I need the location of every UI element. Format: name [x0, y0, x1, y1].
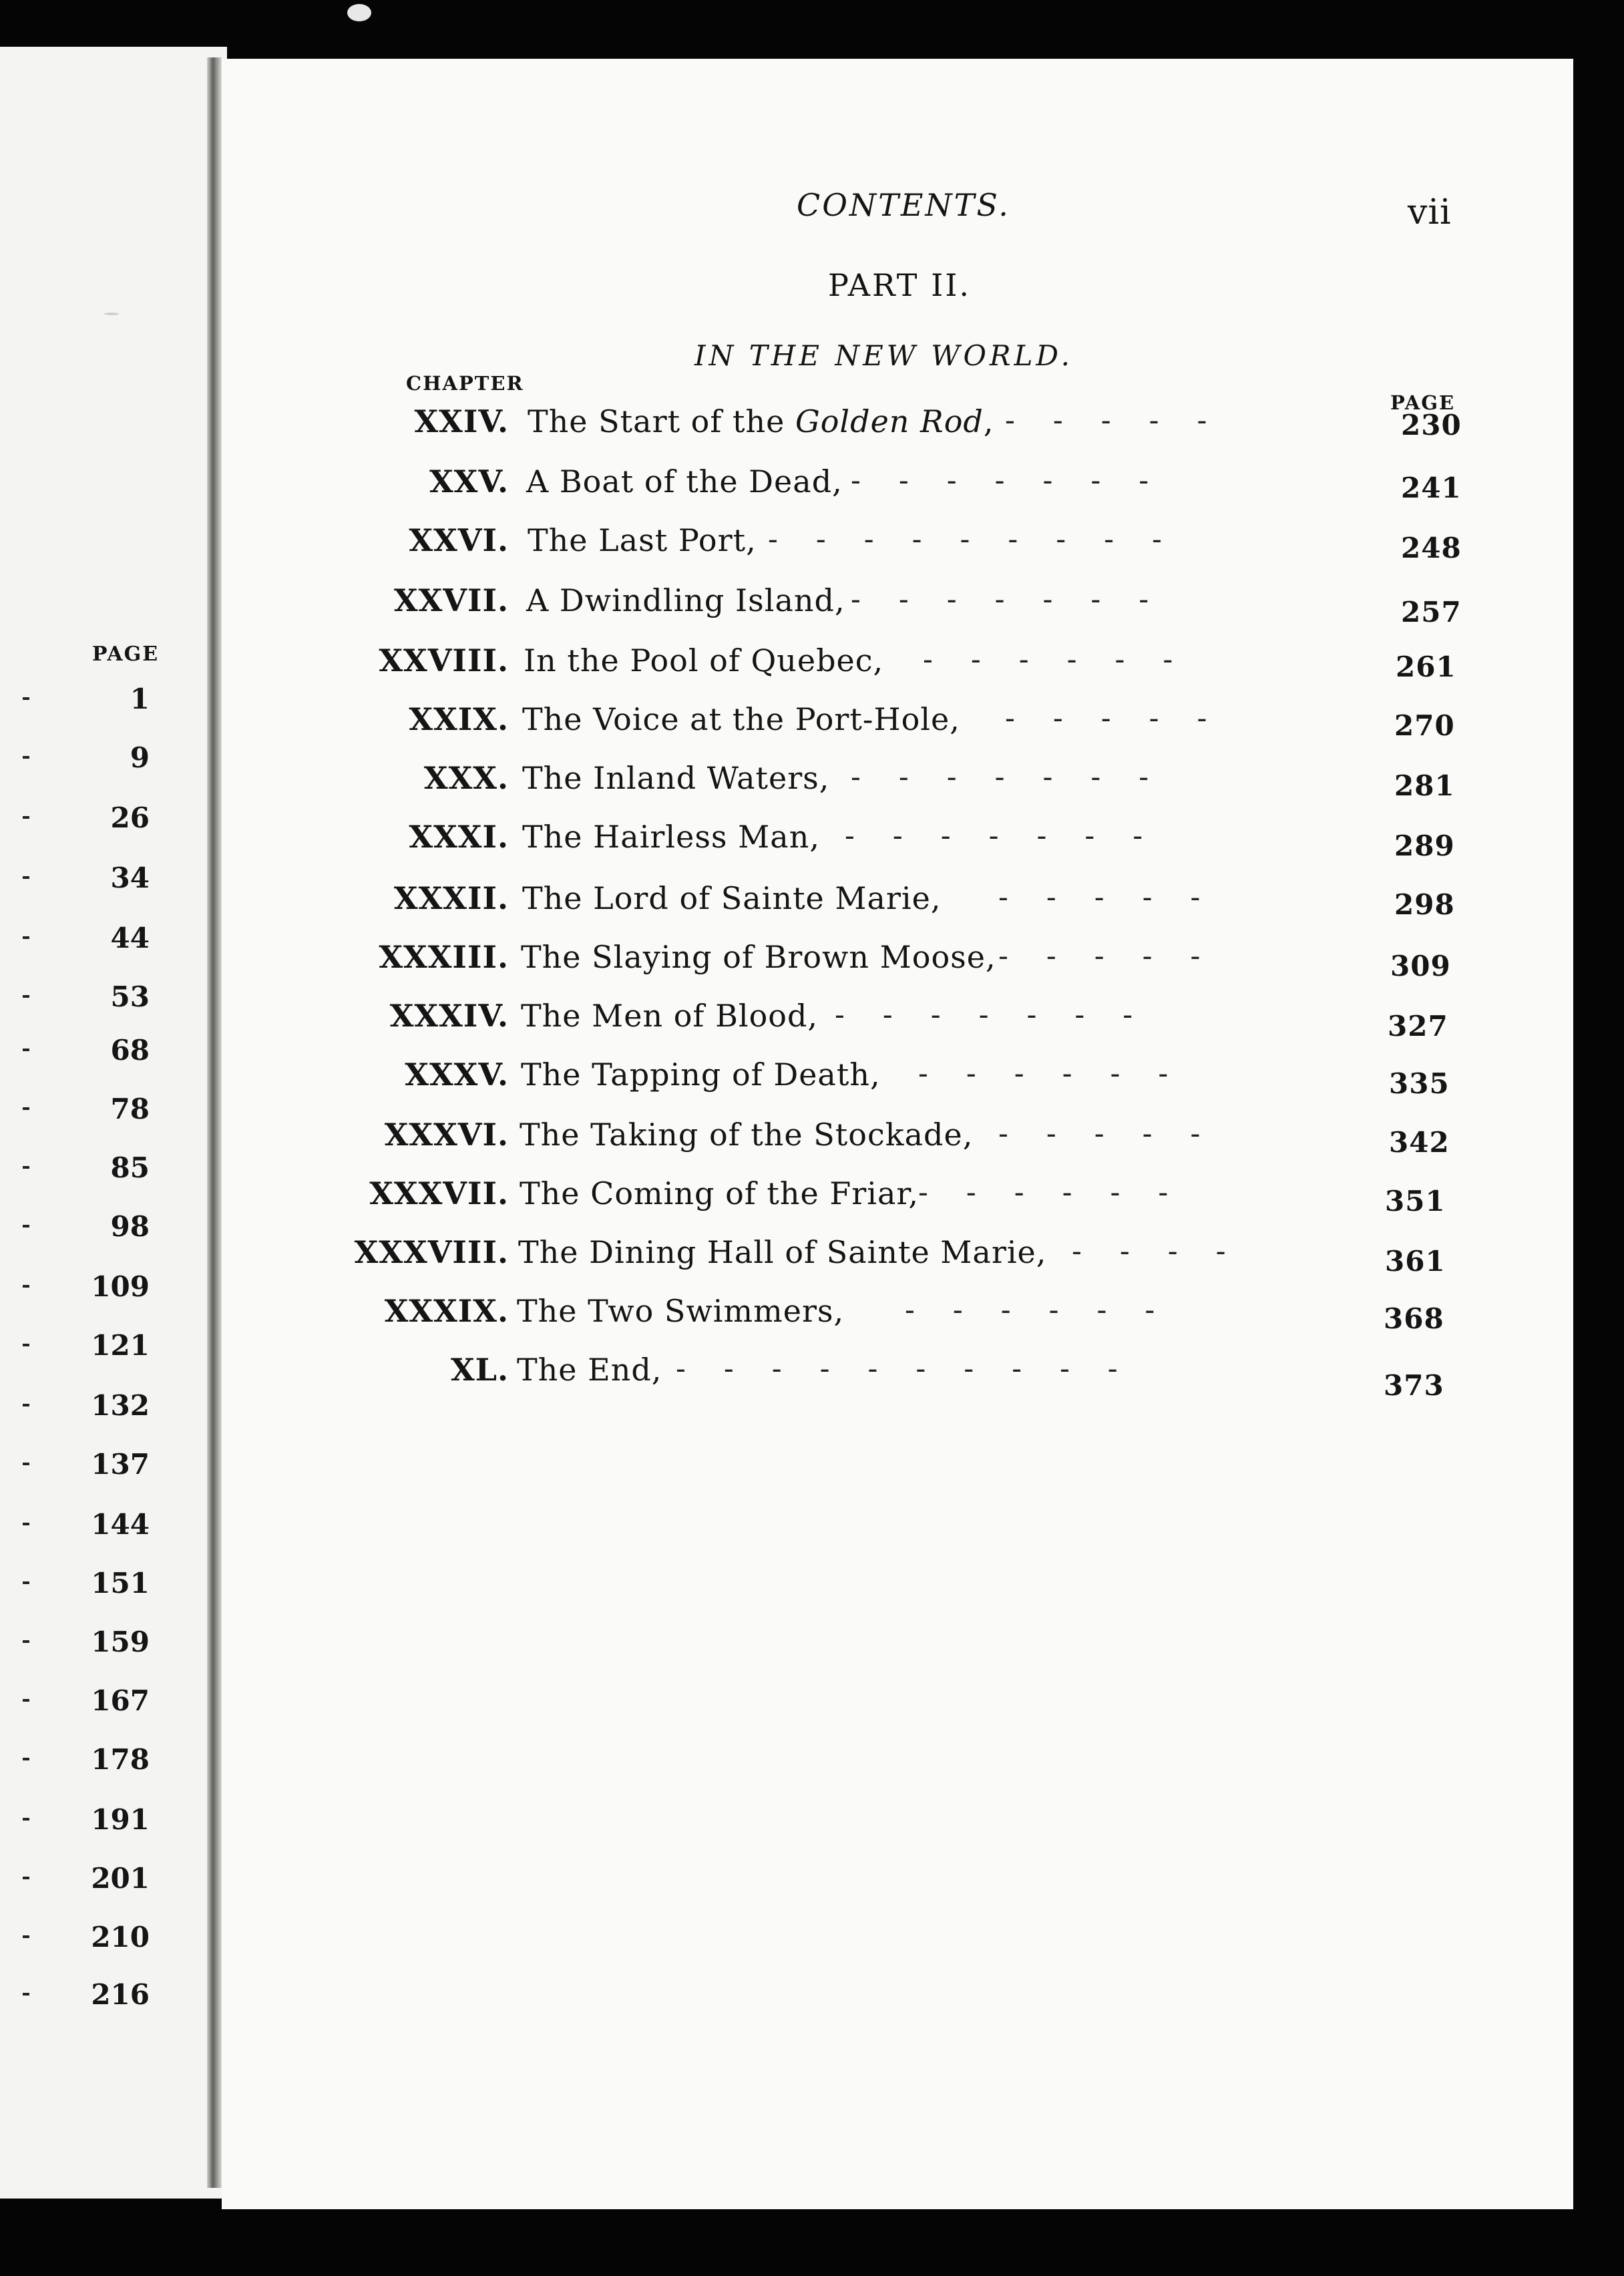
scan-speck: [347, 4, 371, 21]
page-number: 270: [1394, 709, 1455, 742]
chapter-number: XXVIII.: [379, 642, 509, 679]
chapter-number: XXXV.: [405, 1057, 509, 1093]
leader-dash: [23, 1993, 29, 1996]
dot-leaders: ------: [918, 1057, 1207, 1091]
scan-speck: [104, 313, 119, 315]
chapter-title-text: In the Pool of Quebec,: [524, 642, 884, 679]
left-page-label: PAGE: [92, 642, 160, 666]
dot-leaders: ----: [1072, 1234, 1264, 1268]
dot-leaders: -----: [1005, 701, 1245, 735]
chapter-title-italic: Golden Rod: [795, 403, 984, 439]
toc-entry: [0, 1057, 1624, 1103]
page-number: 327: [1388, 1010, 1448, 1042]
page-number: 373: [1384, 1369, 1444, 1402]
toc-entry: [0, 998, 1624, 1045]
left-page-number: 109: [91, 1270, 150, 1303]
leader-dash: [23, 1285, 29, 1288]
left-page-number: 191: [91, 1803, 150, 1836]
dot-leaders: -----: [998, 1117, 1239, 1151]
chapter-title: [526, 463, 843, 500]
chapter-title-text: The End,: [517, 1352, 662, 1388]
toc-entry: [0, 403, 1624, 450]
chapter-title: [528, 403, 994, 439]
toc-entry: [0, 880, 1624, 927]
leader-dash: [23, 1640, 29, 1643]
left-page-number: 9: [130, 741, 150, 774]
page-number: 281: [1394, 769, 1455, 802]
chapter-number: XXV.: [429, 463, 509, 500]
toc-entry: [0, 1117, 1624, 1163]
chapter-number: XXVI.: [409, 522, 509, 558]
left-page-number: 210: [91, 1921, 150, 1953]
toc-entry: [0, 939, 1624, 986]
chapter-title: [522, 760, 829, 796]
toc-entry: [0, 1234, 1624, 1281]
chapter-number: XXXVIII.: [354, 1234, 509, 1270]
chapter-number: XXXIII.: [379, 939, 509, 975]
chapter-title-suffix: ,: [983, 403, 994, 439]
chapter-title: [520, 1175, 919, 1211]
toc-entry: [0, 522, 1624, 569]
chapter-title: [517, 1293, 844, 1329]
toc-entry: [0, 1175, 1624, 1222]
toc-entry: [0, 819, 1624, 866]
left-page-number: 53: [110, 980, 150, 1013]
leader-dash: [23, 756, 29, 759]
toc-entry: [0, 1352, 1624, 1402]
chapter-number: XXXVII.: [369, 1175, 509, 1211]
left-page-number: 137: [91, 1448, 150, 1481]
left-page-number: 98: [110, 1210, 150, 1243]
chapter-number: XXXVI.: [384, 1117, 509, 1153]
dot-leaders: -------: [851, 582, 1187, 616]
leader-dash: [23, 1818, 29, 1821]
leader-dash: [23, 1877, 29, 1879]
chapter-title-text: The Hairless Man,: [522, 819, 820, 855]
page-number: 257: [1401, 596, 1462, 628]
chapter-title: [518, 1234, 1046, 1270]
chapter-number: XXX.: [423, 760, 509, 796]
left-page-number: 68: [110, 1034, 150, 1067]
dot-leaders: -------: [835, 998, 1171, 1032]
chapter-title-text: The Taking of the Stockade,: [520, 1117, 974, 1153]
leader-dash: [23, 876, 29, 879]
chapter-title-text: The Dining Hall of Sainte Marie,: [518, 1234, 1047, 1270]
part-subtitle: IN THE NEW WORLD.: [694, 339, 1073, 372]
left-page-number: 1: [130, 683, 150, 715]
page-column-label: PAGE: [1390, 391, 1456, 414]
dot-leaders: -------: [851, 463, 1187, 498]
page-number: 342: [1389, 1126, 1450, 1159]
chapter-title-text: The Men of Blood,: [521, 998, 819, 1034]
chapter-number: XXXIX.: [384, 1293, 509, 1329]
leader-dash: [23, 1166, 29, 1169]
left-page-number: 144: [91, 1508, 150, 1541]
leader-dash: [23, 1107, 29, 1110]
left-page-number: 216: [91, 1978, 150, 2011]
left-page-number: 178: [91, 1743, 150, 1776]
chapter-number: XL.: [450, 1352, 509, 1388]
left-page-number: 159: [91, 1626, 150, 1658]
page-number: 289: [1394, 829, 1455, 862]
leader-dash: [23, 1758, 29, 1760]
page-number: 230: [1401, 409, 1462, 441]
left-page-number: 34: [110, 862, 150, 894]
toc-entry: [0, 760, 1624, 807]
leader-dash: [23, 1523, 29, 1525]
leader-dash: [23, 1463, 29, 1465]
chapter-number: XXIV.: [414, 403, 509, 439]
chapter-number: XXXIV.: [389, 998, 509, 1034]
dot-leaders: -----: [1005, 403, 1245, 437]
chapter-title: [526, 582, 845, 618]
chapter-title: [522, 701, 960, 737]
leader-dash: [23, 697, 29, 700]
dot-leaders: -----: [998, 880, 1239, 914]
page-number: 335: [1389, 1067, 1450, 1100]
chapter-number: XXXI.: [409, 819, 509, 855]
leader-dash: [23, 1699, 29, 1702]
left-page-number: 26: [110, 801, 150, 834]
chapter-title-text: The Start of the: [528, 403, 795, 439]
page-number: 351: [1385, 1185, 1446, 1217]
page-number: 248: [1401, 532, 1462, 564]
dot-leaders: -------: [851, 760, 1187, 794]
chapter-title-text: The Tapping of Death,: [521, 1057, 881, 1093]
chapter-title-text: The Voice at the Port-Hole,: [522, 701, 960, 737]
toc-entry: [0, 1293, 1624, 1340]
chapter-title: [517, 1352, 662, 1388]
left-page-number: 121: [91, 1329, 150, 1362]
leader-dash: [23, 1581, 29, 1584]
leader-dash: [23, 1049, 29, 1051]
left-page-number: 167: [91, 1684, 150, 1717]
chapter-title-text: A Dwindling Island,: [526, 582, 845, 618]
chapter-column-label: CHAPTER: [406, 372, 524, 395]
running-head: CONTENTS.: [797, 187, 1010, 223]
page-number: 368: [1384, 1302, 1444, 1335]
chapter-number: XXXII.: [393, 880, 509, 916]
chapter-title-text: The Slaying of Brown Moose,: [521, 939, 996, 975]
dot-leaders: -----: [998, 939, 1239, 973]
left-page-number: 151: [91, 1567, 150, 1599]
chapter-title-text: The Coming of the Friar,: [520, 1175, 919, 1211]
chapter-title: [522, 880, 941, 916]
left-page-number: 44: [110, 922, 150, 954]
chapter-title-text: The Inland Waters,: [522, 760, 830, 796]
page-number: 361: [1385, 1245, 1446, 1278]
chapter-title: [520, 1117, 973, 1153]
dot-leaders: ------: [923, 642, 1211, 677]
chapter-title-text: The Lord of Sainte Marie,: [522, 880, 942, 916]
chapter-number: XXIX.: [409, 701, 509, 737]
left-page-number: 78: [110, 1093, 150, 1125]
page-number: 261: [1396, 650, 1456, 683]
page-folio: vii: [1408, 192, 1452, 232]
dot-leaders: ------: [905, 1293, 1193, 1327]
page-number: 309: [1390, 950, 1451, 982]
chapter-title-text: A Boat of the Dead,: [526, 463, 843, 500]
dot-leaders: ----------: [676, 1352, 1156, 1386]
page-number: 298: [1394, 888, 1455, 921]
chapter-title: [522, 819, 820, 855]
chapter-number: XXVII.: [393, 582, 509, 618]
toc-entry: [0, 701, 1624, 748]
leader-dash: [23, 1935, 29, 1938]
leader-dash: [23, 1404, 29, 1406]
chapter-title: [528, 522, 757, 558]
chapter-title: [521, 1057, 881, 1093]
chapter-title-text: The Two Swimmers,: [517, 1293, 845, 1329]
toc-entry: [0, 642, 1624, 689]
chapter-title-text: The Last Port,: [528, 522, 757, 558]
chapter-title: [521, 998, 818, 1034]
chapter-title: [524, 642, 883, 679]
leader-dash: [23, 1225, 29, 1227]
dot-leaders: ------: [918, 1175, 1207, 1209]
dot-leaders: ---------: [768, 522, 1200, 556]
left-page-number: 85: [110, 1151, 150, 1184]
page-number: 241: [1401, 471, 1462, 504]
left-page-number: 201: [91, 1862, 150, 1895]
part-title: PART II.: [828, 267, 972, 303]
toc-entry: [0, 463, 1624, 510]
toc-entry: [0, 582, 1624, 629]
chapter-title: [521, 939, 996, 975]
dot-leaders: -------: [845, 819, 1181, 853]
leader-dash: [23, 1344, 29, 1346]
left-page-number: 132: [91, 1389, 150, 1422]
